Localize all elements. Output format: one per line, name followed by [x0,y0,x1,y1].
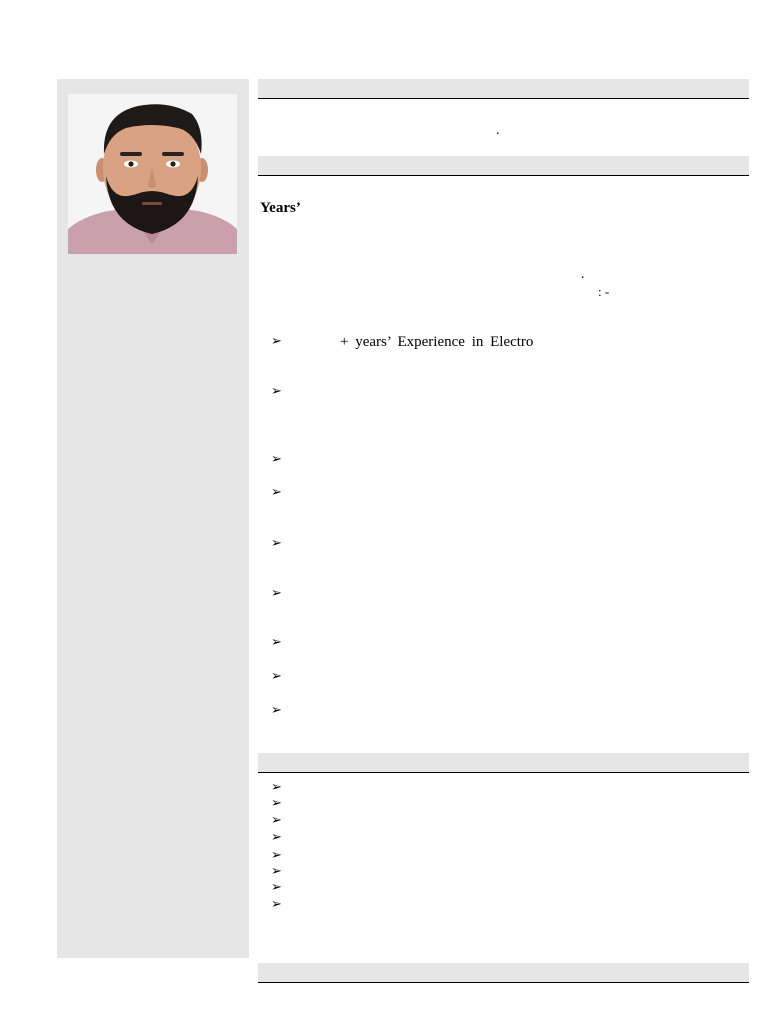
experience-item-text [288,333,533,351]
bullet-arrow-icon: ➢ [271,703,282,718]
section-header-bar [258,753,749,773]
punctuation-mark: . [496,123,500,138]
bullet-arrow-icon: ➢ [271,334,282,349]
bullet-arrow-icon: ➢ [271,830,282,845]
bullet-arrow-icon: ➢ [271,536,282,551]
sidebar [57,79,249,958]
bullet-arrow-icon: ➢ [271,796,282,811]
bullet-arrow-icon: ➢ [271,897,282,912]
bullet-arrow-icon: ➢ [271,880,282,895]
bullet-arrow-icon: ➢ [271,384,282,399]
colon-dash: : - [598,284,610,299]
bullet-arrow-icon: ➢ [271,813,282,828]
profile-photo [68,94,237,254]
bullet-arrow-icon: ➢ [271,669,282,684]
experience-years-heading: Years’ [260,200,301,216]
bullet-arrow-icon: ➢ [271,485,282,500]
section-header-bar [258,963,749,983]
bullet-arrow-icon: ➢ [271,864,282,879]
bullet-arrow-icon: ➢ [271,586,282,601]
bullet-arrow-icon: ➢ [271,780,282,795]
person-photo-icon [68,94,237,254]
punctuation-mark: . [581,267,585,282]
bullet-arrow-icon: ➢ [271,452,282,467]
experience-item-label: + years’ Experience in Electro [340,334,534,350]
bullet-arrow-icon: ➢ [271,635,282,650]
section-header-bar [258,156,749,176]
section-header-bar [258,79,749,99]
bullet-arrow-icon: ➢ [271,848,282,863]
